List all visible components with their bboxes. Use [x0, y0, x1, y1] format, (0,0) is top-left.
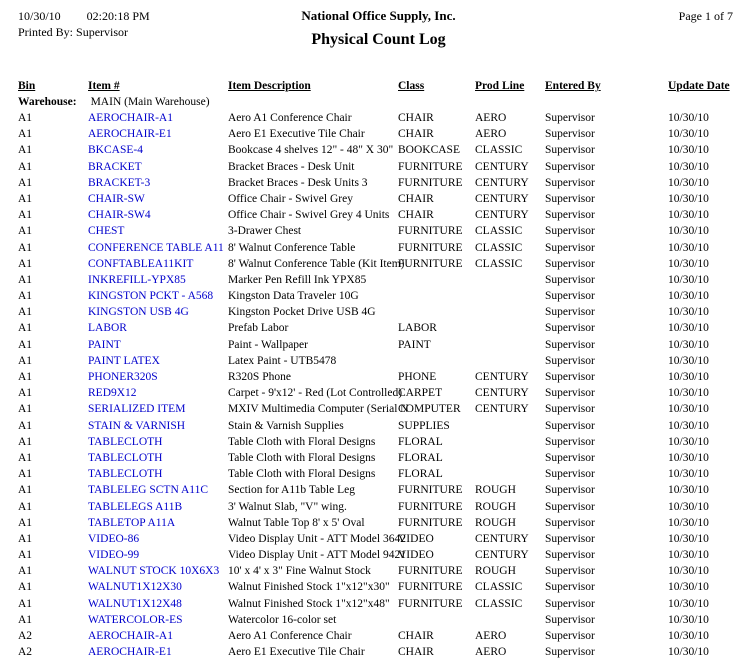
item-number-link[interactable]: CHEST	[88, 225, 125, 238]
item-number-link[interactable]: BRACKET	[88, 160, 142, 173]
cell-bin: A1	[18, 532, 33, 545]
cell-update-date: 10/30/10	[668, 532, 709, 545]
table-row	[18, 628, 739, 644]
cell-prod-line: ROUGH	[475, 484, 516, 497]
cell-class: CHAIR	[398, 209, 434, 222]
cell-bin: A1	[18, 484, 33, 497]
item-number-link[interactable]: VIDEO-86	[88, 532, 140, 545]
table-row	[18, 240, 739, 256]
cell-description: 8' Walnut Conference Table (Kit Item)	[228, 257, 405, 270]
cell-description: Paint - Wallpaper	[228, 338, 308, 351]
item-number-link[interactable]: TABLECLOTH	[88, 435, 163, 448]
cell-update-date: 10/30/10	[668, 419, 709, 432]
cell-bin: A1	[18, 273, 33, 286]
cell-description: Aero A1 Conference Chair	[228, 630, 352, 642]
cell-prod-line	[475, 612, 545, 628]
cell-entered-by: Supervisor	[545, 403, 595, 416]
item-number-link[interactable]: CONFERENCE TABLE A11	[88, 241, 224, 254]
company-name: National Office Supply, Inc.	[301, 8, 456, 23]
item-number-link[interactable]: BRACKET-3	[88, 176, 151, 189]
table-row	[18, 563, 739, 579]
item-number-link[interactable]: CHAIR-SW4	[88, 209, 151, 222]
cell-prod-line: CENTURY	[475, 176, 529, 189]
cell-entered-by: Supervisor	[545, 549, 595, 562]
cell-update-date: 10/30/10	[668, 613, 709, 626]
cell-update-date: 10/30/10	[668, 565, 709, 578]
item-number-link[interactable]: WALNUT1X12X30	[88, 581, 182, 594]
cell-update-date: 10/30/10	[668, 451, 709, 464]
cell-description: Bookcase 4 shelves 12" - 48" X 30"	[228, 144, 394, 157]
cell-prod-line	[475, 466, 545, 482]
cell-prod-line: CLASSIC	[475, 257, 523, 270]
cell-update-date: 10/30/10	[668, 241, 709, 254]
cell-prod-line: CLASSIC	[475, 225, 523, 238]
cell-entered-by: Supervisor	[545, 532, 595, 545]
cell-description: Video Display Unit - ATT Model 9421	[228, 549, 406, 562]
table-row	[18, 159, 739, 175]
cell-description: Marker Pen Refill Ink YPX85	[228, 273, 367, 286]
item-number-link[interactable]: KINGSTON USB 4G	[88, 306, 189, 319]
cell-bin: A1	[18, 306, 33, 319]
cell-class: FURNITURE	[398, 160, 463, 173]
print-time: 02:20:18 PM	[86, 9, 150, 23]
cell-entered-by: Supervisor	[545, 468, 595, 481]
cell-class: CARPET	[398, 387, 443, 400]
cell-class: FURNITURE	[398, 176, 463, 189]
table-row	[18, 418, 739, 434]
cell-update-date: 10/30/10	[668, 209, 709, 222]
cell-bin: A1	[18, 192, 33, 205]
cell-bin: A1	[18, 209, 33, 222]
cell-description: R320S Phone	[228, 371, 291, 383]
cell-update-date: 10/30/10	[668, 597, 709, 610]
cell-class: FURNITURE	[398, 516, 463, 529]
cell-description: 3' Walnut Slab, "V" wing.	[228, 500, 347, 513]
cell-prod-line: CENTURY	[475, 371, 529, 383]
cell-update-date: 10/30/10	[668, 306, 709, 319]
cell-prod-line: CENTURY	[475, 387, 529, 400]
column-header-prod-line: Prod Line	[475, 80, 525, 92]
cell-description: Video Display Unit - ATT Model 3642	[228, 532, 406, 545]
cell-description: Prefab Labor	[228, 322, 289, 335]
cell-entered-by: Supervisor	[545, 112, 595, 124]
cell-update-date: 10/30/10	[668, 468, 709, 481]
cell-class: FURNITURE	[398, 500, 463, 513]
cell-class: FURNITURE	[398, 241, 463, 254]
cell-entered-by: Supervisor	[545, 338, 595, 351]
cell-bin: A1	[18, 403, 33, 416]
table-row	[18, 596, 739, 612]
item-number-link[interactable]: TABLECLOTH	[88, 451, 163, 464]
print-date: 10/30/10	[18, 9, 61, 23]
cell-update-date: 10/30/10	[668, 630, 709, 642]
item-number-link[interactable]: INKREFILL-YPX85	[88, 273, 186, 286]
table-row	[18, 482, 739, 498]
warehouse-label: Warehouse:	[18, 96, 77, 108]
cell-prod-line: CENTURY	[475, 532, 529, 545]
cell-description: Section for A11b Table Leg	[228, 484, 355, 497]
cell-class: SUPPLIES	[398, 419, 450, 432]
cell-bin: A1	[18, 419, 33, 432]
cell-prod-line: CENTURY	[475, 192, 529, 205]
cell-class: PAINT	[398, 338, 431, 351]
cell-class: CHAIR	[398, 112, 434, 124]
cell-update-date: 10/30/10	[668, 549, 709, 562]
cell-description: Walnut Finished Stock 1"x12"x30"	[228, 581, 390, 594]
cell-entered-by: Supervisor	[545, 516, 595, 529]
cell-prod-line	[475, 272, 545, 288]
table-row	[18, 272, 739, 288]
cell-class: FURNITURE	[398, 581, 463, 594]
cell-bin: A1	[18, 371, 33, 383]
cell-prod-line	[475, 304, 545, 320]
cell-prod-line: AERO	[475, 128, 507, 141]
cell-bin: A1	[18, 160, 33, 173]
cell-update-date: 10/30/10	[668, 144, 709, 157]
item-number-link[interactable]: WALNUT STOCK 10X6X3	[88, 565, 220, 578]
cell-description: Table Cloth with Floral Designs	[228, 435, 376, 448]
cell-bin: A1	[18, 468, 33, 481]
cell-bin: A2	[18, 646, 33, 659]
page-number: Page 1 of 7	[678, 9, 733, 23]
cell-update-date: 10/30/10	[668, 338, 709, 351]
table-row	[18, 288, 739, 304]
item-number-link[interactable]: STAIN & VARNISH	[88, 419, 186, 432]
cell-bin: A1	[18, 338, 33, 351]
cell-class: FLORAL	[398, 435, 443, 448]
cell-class: FURNITURE	[398, 597, 463, 610]
cell-prod-line: AERO	[475, 630, 507, 642]
cell-class: VIDEO	[398, 549, 434, 562]
item-number-link[interactable]: AEROCHAIR-A1	[88, 630, 173, 642]
cell-class: CHAIR	[398, 192, 434, 205]
cell-entered-by: Supervisor	[545, 273, 595, 286]
cell-bin: A1	[18, 435, 33, 448]
cell-prod-line	[475, 418, 545, 434]
table-row	[18, 434, 739, 450]
table-row	[18, 401, 739, 417]
table-row	[18, 547, 739, 563]
cell-entered-by: Supervisor	[545, 597, 595, 610]
cell-description: 3-Drawer Chest	[228, 225, 302, 238]
cell-bin: A1	[18, 613, 33, 626]
cell-update-date: 10/30/10	[668, 500, 709, 513]
cell-update-date: 10/30/10	[668, 354, 709, 367]
table-row	[18, 385, 739, 401]
cell-prod-line: CENTURY	[475, 403, 529, 416]
cell-update-date: 10/30/10	[668, 290, 709, 303]
cell-entered-by: Supervisor	[545, 630, 595, 642]
cell-entered-by: Supervisor	[545, 225, 595, 238]
cell-description: 10' x 4' x 3" Fine Walnut Stock	[228, 565, 371, 578]
warehouse-group-row	[18, 94, 739, 110]
cell-bin: A1	[18, 500, 33, 513]
table-row	[18, 579, 739, 595]
cell-class: FLORAL	[398, 468, 443, 481]
cell-class: FLORAL	[398, 451, 443, 464]
cell-bin: A1	[18, 565, 33, 578]
table-row	[18, 191, 739, 207]
report-title: Physical Count Log	[311, 31, 446, 48]
item-number-link[interactable]: WALNUT1X12X48	[88, 597, 182, 610]
cell-entered-by: Supervisor	[545, 500, 595, 513]
cell-bin: A1	[18, 322, 33, 335]
cell-description: Walnut Finished Stock 1"x12"x48"	[228, 597, 390, 610]
cell-class: VIDEO	[398, 532, 434, 545]
cell-description: 8' Walnut Conference Table	[228, 241, 356, 254]
cell-update-date: 10/30/10	[668, 128, 709, 141]
cell-entered-by: Supervisor	[545, 565, 595, 578]
cell-bin: A1	[18, 112, 33, 124]
cell-update-date: 10/30/10	[668, 225, 709, 238]
column-header-description: Item Description	[228, 80, 311, 92]
item-number-link[interactable]: AEROCHAIR-A1	[88, 112, 173, 124]
cell-update-date: 10/30/10	[668, 160, 709, 173]
cell-update-date: 10/30/10	[668, 371, 709, 383]
cell-entered-by: Supervisor	[545, 209, 595, 222]
item-number-link[interactable]: VIDEO-99	[88, 549, 140, 562]
cell-entered-by: Supervisor	[545, 354, 595, 367]
cell-class	[398, 353, 475, 369]
cell-entered-by: Supervisor	[545, 306, 595, 319]
column-header-class: Class	[398, 80, 425, 92]
table-header-row	[18, 78, 739, 94]
printed-by-label: Printed By:	[18, 25, 74, 39]
cell-entered-by: Supervisor	[545, 257, 595, 270]
cell-bin: A1	[18, 581, 33, 594]
cell-class: BOOKCASE	[398, 144, 460, 157]
table-row	[18, 466, 739, 482]
cell-prod-line: ROUGH	[475, 565, 516, 578]
cell-entered-by: Supervisor	[545, 241, 595, 254]
cell-description: Bracket Braces - Desk Units 3	[228, 176, 368, 189]
cell-update-date: 10/30/10	[668, 387, 709, 400]
cell-class: FURNITURE	[398, 484, 463, 497]
cell-class: FURNITURE	[398, 257, 463, 270]
cell-prod-line	[475, 434, 545, 450]
item-number-link[interactable]: WATERCOLOR-ES	[88, 613, 183, 626]
item-number-link[interactable]: CHAIR-SW	[88, 192, 145, 205]
cell-bin: A1	[18, 387, 33, 400]
cell-prod-line	[475, 337, 545, 353]
cell-bin: A1	[18, 354, 33, 367]
item-number-link[interactable]: BKCASE-4	[88, 144, 143, 157]
cell-class: COMPUTER	[398, 403, 461, 416]
cell-entered-by: Supervisor	[545, 290, 595, 303]
cell-bin: A1	[18, 128, 33, 141]
report-title-block	[18, 8, 739, 49]
cell-entered-by: Supervisor	[545, 160, 595, 173]
cell-description: MXIV Multimedia Computer (Serial N	[228, 403, 409, 416]
cell-prod-line: CENTURY	[475, 209, 529, 222]
table-row	[18, 256, 739, 272]
cell-prod-line: CLASSIC	[475, 241, 523, 254]
cell-description: Stain & Varnish Supplies	[228, 419, 344, 432]
cell-prod-line: CENTURY	[475, 549, 529, 562]
cell-update-date: 10/30/10	[668, 403, 709, 416]
cell-entered-by: Supervisor	[545, 581, 595, 594]
table-row	[18, 644, 739, 660]
cell-prod-line: CLASSIC	[475, 144, 523, 157]
cell-update-date: 10/30/10	[668, 322, 709, 335]
cell-description: Watercolor 16-color set	[228, 613, 337, 626]
cell-entered-by: Supervisor	[545, 387, 595, 400]
cell-update-date: 10/30/10	[668, 435, 709, 448]
table-row	[18, 369, 739, 385]
cell-description: Carpet - 9'x12' - Red (Lot Controlled)	[228, 387, 403, 400]
cell-class: LABOR	[398, 322, 437, 335]
item-number-link[interactable]: TABLELEGS A11B	[88, 500, 183, 513]
cell-update-date: 10/30/10	[668, 484, 709, 497]
table-row	[18, 337, 739, 353]
cell-entered-by: Supervisor	[545, 176, 595, 189]
cell-description: Kingston Pocket Drive USB 4G	[228, 306, 376, 319]
table-row	[18, 320, 739, 336]
cell-entered-by: Supervisor	[545, 646, 595, 659]
cell-prod-line	[475, 288, 545, 304]
cell-update-date: 10/30/10	[668, 646, 709, 659]
cell-update-date: 10/30/10	[668, 257, 709, 270]
cell-description: Table Cloth with Floral Designs	[228, 468, 376, 481]
item-number-link[interactable]: PHONER320S	[88, 371, 158, 383]
cell-class	[398, 288, 475, 304]
cell-description: Aero E1 Executive Tile Chair	[228, 128, 365, 141]
cell-prod-line: CENTURY	[475, 160, 529, 173]
cell-class	[398, 612, 475, 628]
cell-bin: A1	[18, 225, 33, 238]
table-row	[18, 126, 739, 142]
table-row	[18, 175, 739, 191]
cell-bin: A1	[18, 597, 33, 610]
cell-bin: A1	[18, 290, 33, 303]
cell-bin: A1	[18, 516, 33, 529]
cell-class	[398, 272, 475, 288]
column-header-update-date: Update Date	[668, 80, 730, 92]
item-number-link[interactable]: AEROCHAIR-E1	[88, 646, 172, 659]
table-row	[18, 515, 739, 531]
cell-description: Kingston Data Traveler 10G	[228, 290, 359, 303]
item-number-link[interactable]: PAINT LATEX	[88, 354, 160, 367]
cell-description: Office Chair - Swivel Grey 4 Units	[228, 209, 390, 222]
item-number-link[interactable]: TABLELEG SCTN A11C	[88, 484, 209, 497]
item-number-link[interactable]: KINGSTON PCKT - A568	[88, 290, 214, 303]
item-number-link[interactable]: AEROCHAIR-E1	[88, 128, 172, 141]
cell-entered-by: Supervisor	[545, 322, 595, 335]
cell-class: CHAIR	[398, 646, 434, 659]
cell-prod-line: CLASSIC	[475, 597, 523, 610]
table-row	[18, 612, 739, 628]
cell-entered-by: Supervisor	[545, 484, 595, 497]
item-number-link[interactable]: RED9X12	[88, 387, 137, 400]
cell-entered-by: Supervisor	[545, 613, 595, 626]
cell-bin: A1	[18, 257, 33, 270]
column-header-entered-by: Entered By	[545, 80, 601, 92]
cell-description: Bracket Braces - Desk Unit	[228, 160, 355, 173]
table-row	[18, 499, 739, 515]
item-number-link[interactable]: LABOR	[88, 322, 127, 335]
table-row	[18, 531, 739, 547]
cell-description: Table Cloth with Floral Designs	[228, 451, 376, 464]
item-number-link[interactable]: SERIALIZED ITEM	[88, 403, 186, 416]
table-row	[18, 304, 739, 320]
cell-class: CHAIR	[398, 128, 434, 141]
table-row	[18, 110, 739, 126]
cell-update-date: 10/30/10	[668, 273, 709, 286]
cell-class	[398, 304, 475, 320]
cell-bin: A1	[18, 451, 33, 464]
cell-entered-by: Supervisor	[545, 371, 595, 383]
item-number-link[interactable]: TABLETOP A11A	[88, 516, 176, 529]
cell-update-date: 10/30/10	[668, 516, 709, 529]
cell-entered-by: Supervisor	[545, 144, 595, 157]
cell-prod-line: CLASSIC	[475, 581, 523, 594]
table-row	[18, 450, 739, 466]
cell-update-date: 10/30/10	[668, 192, 709, 205]
cell-class: FURNITURE	[398, 565, 463, 578]
cell-update-date: 10/30/10	[668, 112, 709, 124]
cell-prod-line: ROUGH	[475, 516, 516, 529]
table-body	[18, 110, 739, 660]
cell-bin: A1	[18, 241, 33, 254]
cell-entered-by: Supervisor	[545, 419, 595, 432]
cell-prod-line: ROUGH	[475, 500, 516, 513]
report-header	[18, 8, 739, 54]
table-row	[18, 353, 739, 369]
cell-entered-by: Supervisor	[545, 435, 595, 448]
item-number-link[interactable]: PAINT	[88, 338, 121, 351]
column-header-bin: Bin	[18, 80, 36, 92]
cell-class: FURNITURE	[398, 225, 463, 238]
cell-update-date: 10/30/10	[668, 176, 709, 189]
item-number-link[interactable]: TABLECLOTH	[88, 468, 163, 481]
item-number-link[interactable]: CONFTABLEA11KIT	[88, 257, 194, 270]
warehouse-value: MAIN (Main Warehouse)	[90, 96, 210, 108]
cell-entered-by: Supervisor	[545, 192, 595, 205]
column-header-item: Item #	[88, 80, 120, 92]
cell-bin: A1	[18, 176, 33, 189]
cell-description: Aero E1 Executive Tile Chair	[228, 646, 365, 659]
table-row	[18, 142, 739, 158]
cell-description: Latex Paint - UTB5478	[228, 354, 337, 367]
cell-bin: A1	[18, 549, 33, 562]
cell-class: CHAIR	[398, 630, 434, 642]
cell-description: Office Chair - Swivel Grey	[228, 192, 353, 205]
cell-entered-by: Supervisor	[545, 128, 595, 141]
printed-by-value: Supervisor	[76, 25, 129, 39]
cell-prod-line	[475, 450, 545, 466]
cell-description: Aero A1 Conference Chair	[228, 112, 352, 124]
cell-prod-line	[475, 353, 545, 369]
cell-prod-line	[475, 320, 545, 336]
cell-class: PHONE	[398, 371, 437, 383]
cell-description: Walnut Table Top 8' x 5' Oval	[228, 516, 365, 529]
cell-bin: A2	[18, 630, 33, 642]
cell-update-date: 10/30/10	[668, 581, 709, 594]
cell-entered-by: Supervisor	[545, 451, 595, 464]
table-row	[18, 223, 739, 239]
cell-prod-line: AERO	[475, 646, 507, 659]
cell-prod-line: AERO	[475, 112, 507, 124]
cell-bin: A1	[18, 144, 33, 157]
table-row	[18, 207, 739, 223]
